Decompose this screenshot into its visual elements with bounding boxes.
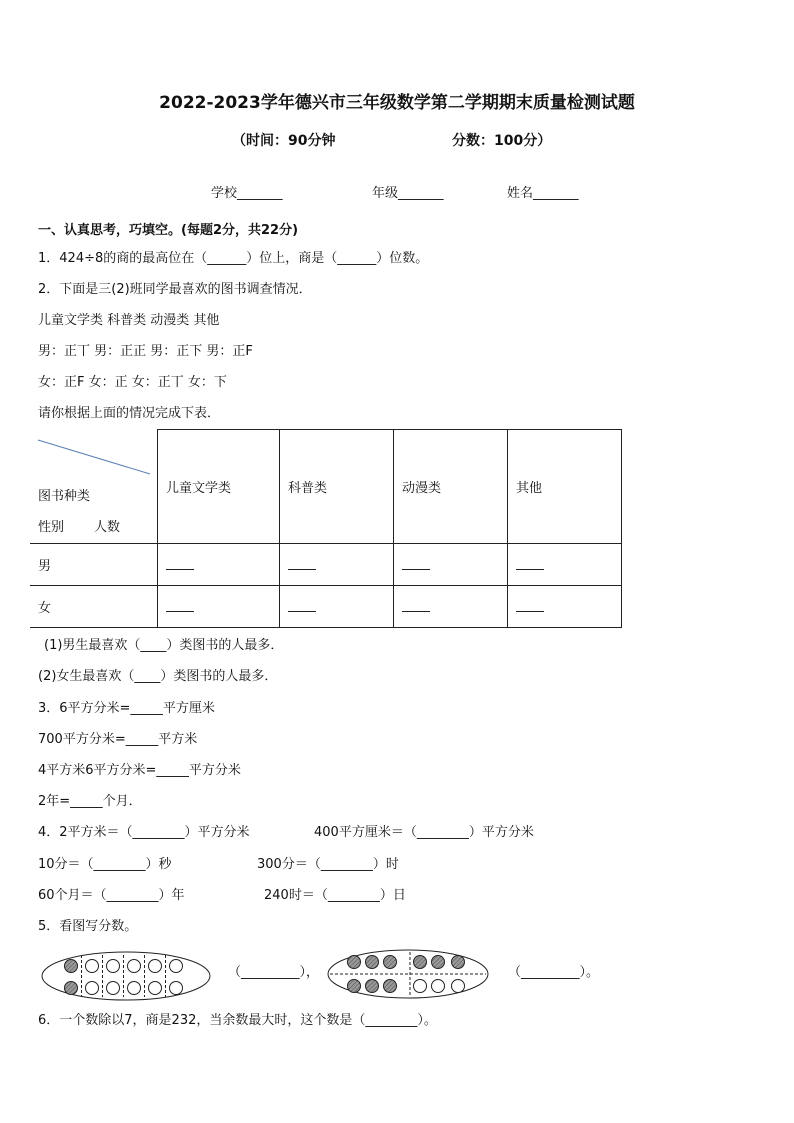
question-2-sub1: (1)男生最喜欢（____）类图书的人最多．	[44, 638, 284, 653]
table-instruction: 请你根据上面的情况完成下表．	[38, 406, 221, 421]
fraction-circle	[86, 982, 99, 995]
boys-tally: 男：正丅 男：正正 男：正下 男：	[38, 344, 233, 359]
answer-blank[interactable]	[288, 597, 316, 612]
fraction-circle	[452, 980, 465, 993]
fraction-circle	[414, 956, 427, 969]
question-5: 5．看图写分数。	[38, 919, 138, 934]
fraction-circle	[107, 982, 120, 995]
fraction-circle	[452, 956, 465, 969]
exam-score: 分数：100分）	[452, 133, 552, 149]
school-field[interactable]: 学校_______	[211, 186, 283, 201]
exam-time: （时间：90分钟	[232, 133, 336, 149]
question-4-item: 240时＝（________）日	[264, 888, 406, 903]
fraction-circle	[432, 956, 445, 969]
girls-tally-line: 女：正F 女：正 女：正丅 女：下	[38, 375, 227, 390]
page-title: 2022-2023学年德兴市三年级数学第二学期期末质量检测试题	[159, 93, 635, 113]
question-4-item: 10分＝（________）秒	[38, 857, 172, 872]
fraction-circle	[366, 956, 379, 969]
fraction-circle	[65, 982, 78, 995]
survey-table	[30, 429, 622, 628]
fraction-circle	[432, 980, 445, 993]
fraction-circle	[149, 982, 162, 995]
table-row	[30, 586, 622, 628]
answer-blank[interactable]	[288, 555, 316, 570]
row-label-female: 女	[30, 586, 158, 628]
diag-label-category: 图书种类	[38, 488, 91, 504]
question-3-line: 700平方分米=_____平方米	[38, 732, 198, 747]
col-header: 其他	[508, 430, 622, 544]
fraction-circle	[86, 960, 99, 973]
row-label-male: 男	[30, 544, 158, 586]
fraction-circle	[65, 960, 78, 973]
fraction-circle	[170, 982, 183, 995]
categories-line: 儿童文学类 科普类 动漫类 其他	[38, 313, 220, 328]
answer-blank[interactable]	[516, 555, 544, 570]
fraction-circle	[107, 960, 120, 973]
col-header: 科普类	[280, 430, 394, 544]
question-4-item: 300分＝（________）时	[257, 857, 399, 872]
boys-tally-line	[38, 343, 253, 361]
section-heading: 一、认真思考，巧填空。(每题2分，共22分)	[38, 223, 299, 238]
name-field[interactable]: 姓名_______	[507, 186, 579, 201]
table-row	[30, 544, 622, 586]
col-header: 儿童文学类	[158, 430, 280, 544]
fraction-circle	[128, 960, 141, 973]
question-2-sub2: (2)女生最喜欢（____）类图书的人最多．	[38, 669, 278, 684]
fraction-circle	[128, 982, 141, 995]
grade-field[interactable]: 年级_______	[372, 186, 444, 201]
question-2-intro: 2．下面是三(2)班同学最喜欢的图书调查情况．	[38, 282, 312, 297]
question-6: 6．一个数除以7，商是232，当余数最大时，这个数是（________）。	[38, 1013, 437, 1028]
question-4-item: 4．2平方米＝（________）平方分米	[38, 825, 250, 840]
col-header: 动漫类	[394, 430, 508, 544]
fraction-figure-2	[326, 948, 490, 1000]
question-3-line: 2年=_____个月．	[38, 794, 142, 809]
answer-blank[interactable]	[402, 555, 430, 570]
question-1: 1．424÷8的商的最高位在（______）位上，商是（______）位数。	[38, 251, 429, 266]
question-4-item: 60个月＝（________）年	[38, 888, 185, 903]
answer-blank[interactable]	[166, 597, 194, 612]
question-3-line: 3．6平方分米=_____平方厘米	[38, 701, 215, 716]
fraction-circle	[414, 980, 427, 993]
fraction-circle	[348, 956, 361, 969]
fraction-circle	[384, 956, 397, 969]
answer-blank[interactable]	[166, 555, 194, 570]
fraction-circle	[348, 980, 361, 993]
fraction-figure-1	[40, 950, 212, 1002]
answer-blank[interactable]	[516, 597, 544, 612]
question-4-item: 400平方厘米＝（________）平方分米	[314, 825, 534, 840]
fraction-circle	[384, 980, 397, 993]
question-3-line: 4平方米6平方分米=_____平方分米	[38, 763, 241, 778]
fraction-answer-1[interactable]: （_________），	[228, 965, 320, 980]
fraction-circle	[170, 960, 183, 973]
answer-blank[interactable]	[402, 597, 430, 612]
diagonal-header-cell	[30, 430, 158, 544]
fraction-circle	[366, 980, 379, 993]
fraction-circle	[149, 960, 162, 973]
diag-label-count: 人数	[94, 519, 121, 535]
boys-tally-tail: 正F	[232, 344, 253, 359]
fraction-answer-2[interactable]: （_________）。	[508, 965, 600, 980]
diag-label-gender: 性别	[38, 519, 65, 535]
